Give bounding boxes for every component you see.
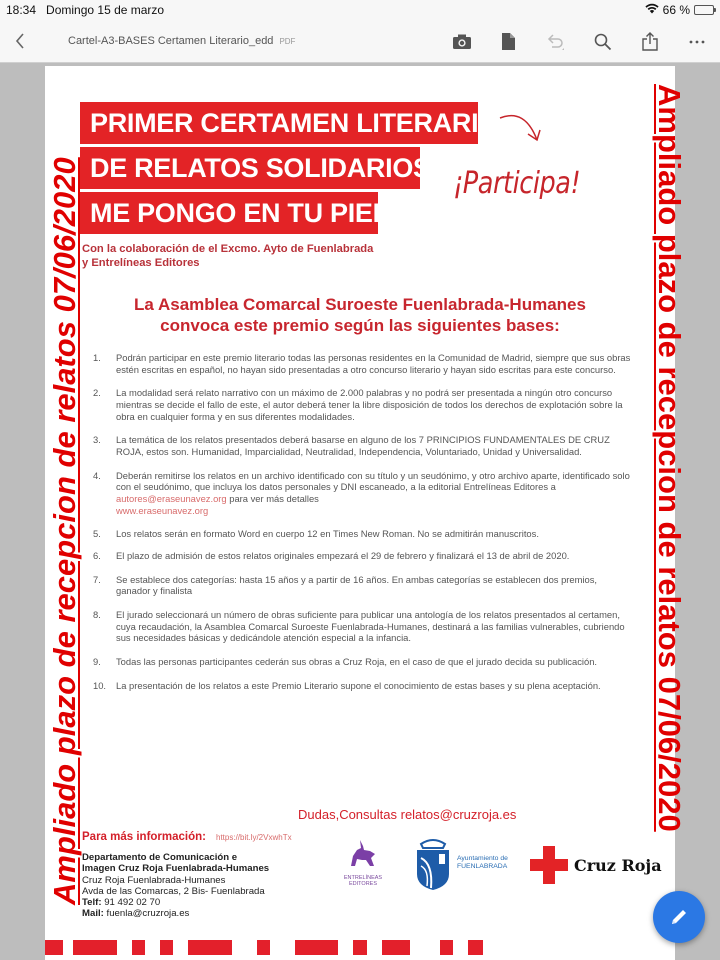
base-text: La modalidad será relato narrativo con un máximo de 2.000 palabras y no podrá ser presentada a ningún otro concurso mientras se decide el fallo de este, el autor deberá tener la libre disposición de todos los derechos de explotación sobre la obra en cualquier forma y en sus diferentes modalidades. xyxy=(116,387,623,422)
base-text: Todas las personas participantes cederán sus obras a Cruz Roja, en el caso de que el jurado decida su publicación. xyxy=(116,656,598,667)
bases-heading xyxy=(45,294,675,336)
chevron-left-icon xyxy=(15,32,25,50)
knight-horse-icon xyxy=(348,838,378,870)
base-item-4 xyxy=(93,470,633,516)
more-info-label: Para más información: xyxy=(82,831,206,843)
fuenlabrada-text xyxy=(457,855,508,871)
contact-block xyxy=(82,852,269,920)
base-number: 3. xyxy=(93,434,101,446)
base-item-9 xyxy=(93,656,633,668)
heading-line-1: La Asamblea Comarcal Suroeste Fuenlabrada-Humanes xyxy=(134,295,586,314)
base-item-1 xyxy=(93,352,633,375)
base-number: 6. xyxy=(93,549,101,561)
contact-dept-line-1: Departamento de Comunicación e xyxy=(82,852,238,863)
undo-icon xyxy=(547,33,565,51)
extended-deadline-left: Ampliado plazo de recepcion de relatos 07/06/2020 xyxy=(47,157,82,905)
mail-label: Mail: xyxy=(82,908,104,920)
heading-line-2: convoca este premio según las siguientes bases: xyxy=(160,316,560,335)
cruz-roja-text: Cruz Roja xyxy=(574,855,662,875)
base-item-10 xyxy=(93,680,633,692)
status-bar xyxy=(0,0,720,20)
inquiries-text: Dudas,Consultas relatos@cruzroja.es xyxy=(298,807,517,822)
more-button[interactable] xyxy=(673,20,720,63)
base-text: El plazo de admisión de estos relatos originales empezará el 29 de febrero y finalizará el 13 de abril de 2020. xyxy=(116,549,570,561)
search-button[interactable] xyxy=(579,20,626,63)
phone-value: 91 492 02 70 xyxy=(101,897,161,909)
edit-fab-button[interactable] xyxy=(653,891,705,943)
email-link[interactable]: autores@eraseunavez.org xyxy=(116,492,227,504)
search-icon xyxy=(594,33,612,51)
toolbar xyxy=(0,20,720,63)
undo-button[interactable] xyxy=(532,20,579,63)
contact-phone xyxy=(82,897,269,908)
base-number: 5. xyxy=(93,528,101,540)
battery-percent: 66 % xyxy=(662,3,690,17)
base-text: La temática de los relatos presentados deberá basarse en alguno de los 7 PRINCIPIOS FUNDAMENTALES DE CRUZ ROJA, estos son. Humanidad, Imparcialidad, Neutralidad, Independencia, Voluntariado, Unidad y Universalidad. xyxy=(116,434,610,457)
base-item-5 xyxy=(93,528,633,540)
fuenlabrada-line-2: FUENLABRADA xyxy=(457,863,508,870)
status-date: Domingo 15 de marzo xyxy=(46,3,165,17)
base-item-6 xyxy=(93,550,633,562)
website-link[interactable]: www.eraseunavez.org xyxy=(116,504,209,516)
collaboration-line-2: y Entrelíneas Editores xyxy=(82,257,200,269)
more-icon xyxy=(689,40,705,44)
base-text: La presentación de los relatos a este Premio Literario supone el conocimiento de estas bases y su plena aceptación. xyxy=(116,679,601,691)
base-text: Podrán participar en este premio literario todas las personas residentes en la Comunidad de Madrid, siempre que sus obras estén escritas en español, no hayan sido presentadas a otro concurso literario y hayan sido escritas para este concurso. xyxy=(116,352,631,375)
base-item-8 xyxy=(93,609,633,644)
decorative-red-bars xyxy=(45,940,675,955)
title-banner-3: ME PONGO EN TU PIEL xyxy=(80,192,378,234)
entrelineas-logo xyxy=(343,838,383,890)
base-text-part: Deberán remitirse los relatos en un archivo identificado con su título y un seudónimo, y otro archivo aparte, identificado solo con el seudónimo, que incluya los datos personales y DNI escaneado, a la editorial Entrelíneas Editores a xyxy=(116,469,630,493)
base-item-7 xyxy=(93,574,633,597)
more-info-link[interactable]: https://bit.ly/2VxwhTx xyxy=(216,833,292,842)
base-number: 10. xyxy=(93,679,107,691)
title-banner-1: PRIMER CERTAMEN LITERARIO xyxy=(80,102,478,144)
camera-button[interactable] xyxy=(438,20,485,63)
base-number: 7. xyxy=(93,573,101,585)
pdf-page[interactable] xyxy=(45,66,675,960)
fuenlabrada-shield-icon xyxy=(413,838,453,890)
base-text xyxy=(116,470,633,516)
base-number: 8. xyxy=(93,609,101,621)
base-number: 2. xyxy=(93,387,101,399)
base-number: 4. xyxy=(93,469,101,481)
title-banner-2: DE RELATOS SOLIDARIOS xyxy=(80,147,420,189)
contact-address: Avda de las Comarcas, 2 Bis- Fuenlabrada xyxy=(82,885,265,897)
entrelineas-name: ENTRELÍNEAS xyxy=(343,875,383,881)
share-button[interactable] xyxy=(626,20,673,63)
base-text: El jurado seleccionará un número de obras suficiente para publicar una antología de los relatos presentados al certamen, cuya recaudación, la Asamblea Comarcal Suroeste Fuenlabrada-Humanes, destinará a las familias vulnerables, cubriendo sus necesidades básicas y dedicándole atención especial a la infancia. xyxy=(116,609,625,644)
base-text: Se establece dos categorías: hasta 15 años y a partir de 16 años. En ambas categorías se establecen dos premios, ganador y finalista xyxy=(116,573,598,597)
contact-mail xyxy=(82,908,269,919)
collaboration-line-1: Con la colaboración de el Excmo. Ayto de Fuenlabrada xyxy=(82,243,374,255)
cruz-roja-logo xyxy=(530,846,662,884)
red-cross-icon xyxy=(530,846,568,884)
document-title: Cartel-A3-BASES Certamen Literario_edd xyxy=(68,35,274,47)
mail-value: fuenla@cruzroja.es xyxy=(103,908,190,920)
curved-arrow-icon xyxy=(495,110,545,148)
base-text-part: para ver más detalles xyxy=(226,492,319,504)
base-number: 9. xyxy=(93,656,101,667)
base-number: 1. xyxy=(93,352,101,363)
base-item-2 xyxy=(93,387,633,422)
participa-slogan: ¡Participa! xyxy=(453,166,581,201)
bases-list xyxy=(93,352,633,704)
document-type-badge: PDF xyxy=(279,36,296,46)
entrelineas-sub: EDITORES xyxy=(348,881,377,887)
phone-label: Telf: xyxy=(82,897,102,909)
fuenlabrada-logo xyxy=(413,838,513,890)
battery-icon xyxy=(694,5,714,15)
camera-icon xyxy=(453,34,471,49)
status-time: 18:34 xyxy=(6,3,37,17)
contact-dept-line-2: Imagen Cruz Roja Fuenlabrada-Humanes xyxy=(82,863,270,875)
base-item-3 xyxy=(93,434,633,457)
pencil-icon xyxy=(669,907,689,927)
collaboration-text xyxy=(82,242,373,270)
contact-org: Cruz Roja Fuenlabrada-Humanes xyxy=(82,874,226,886)
wifi-icon xyxy=(645,3,659,17)
extended-deadline-right: Ampliado plazo de recepcion de relatos 07/06/2020 xyxy=(652,84,687,832)
share-icon xyxy=(642,32,658,51)
base-text: Los relatos serán en formato Word en cuerpo 12 en Times New Roman. No se admitirán manuscritos. xyxy=(116,528,539,540)
fuenlabrada-line-1: Ayuntamiento de xyxy=(457,855,508,862)
back-button[interactable] xyxy=(0,20,40,63)
document-icon xyxy=(502,33,515,50)
document-button[interactable] xyxy=(485,20,532,63)
